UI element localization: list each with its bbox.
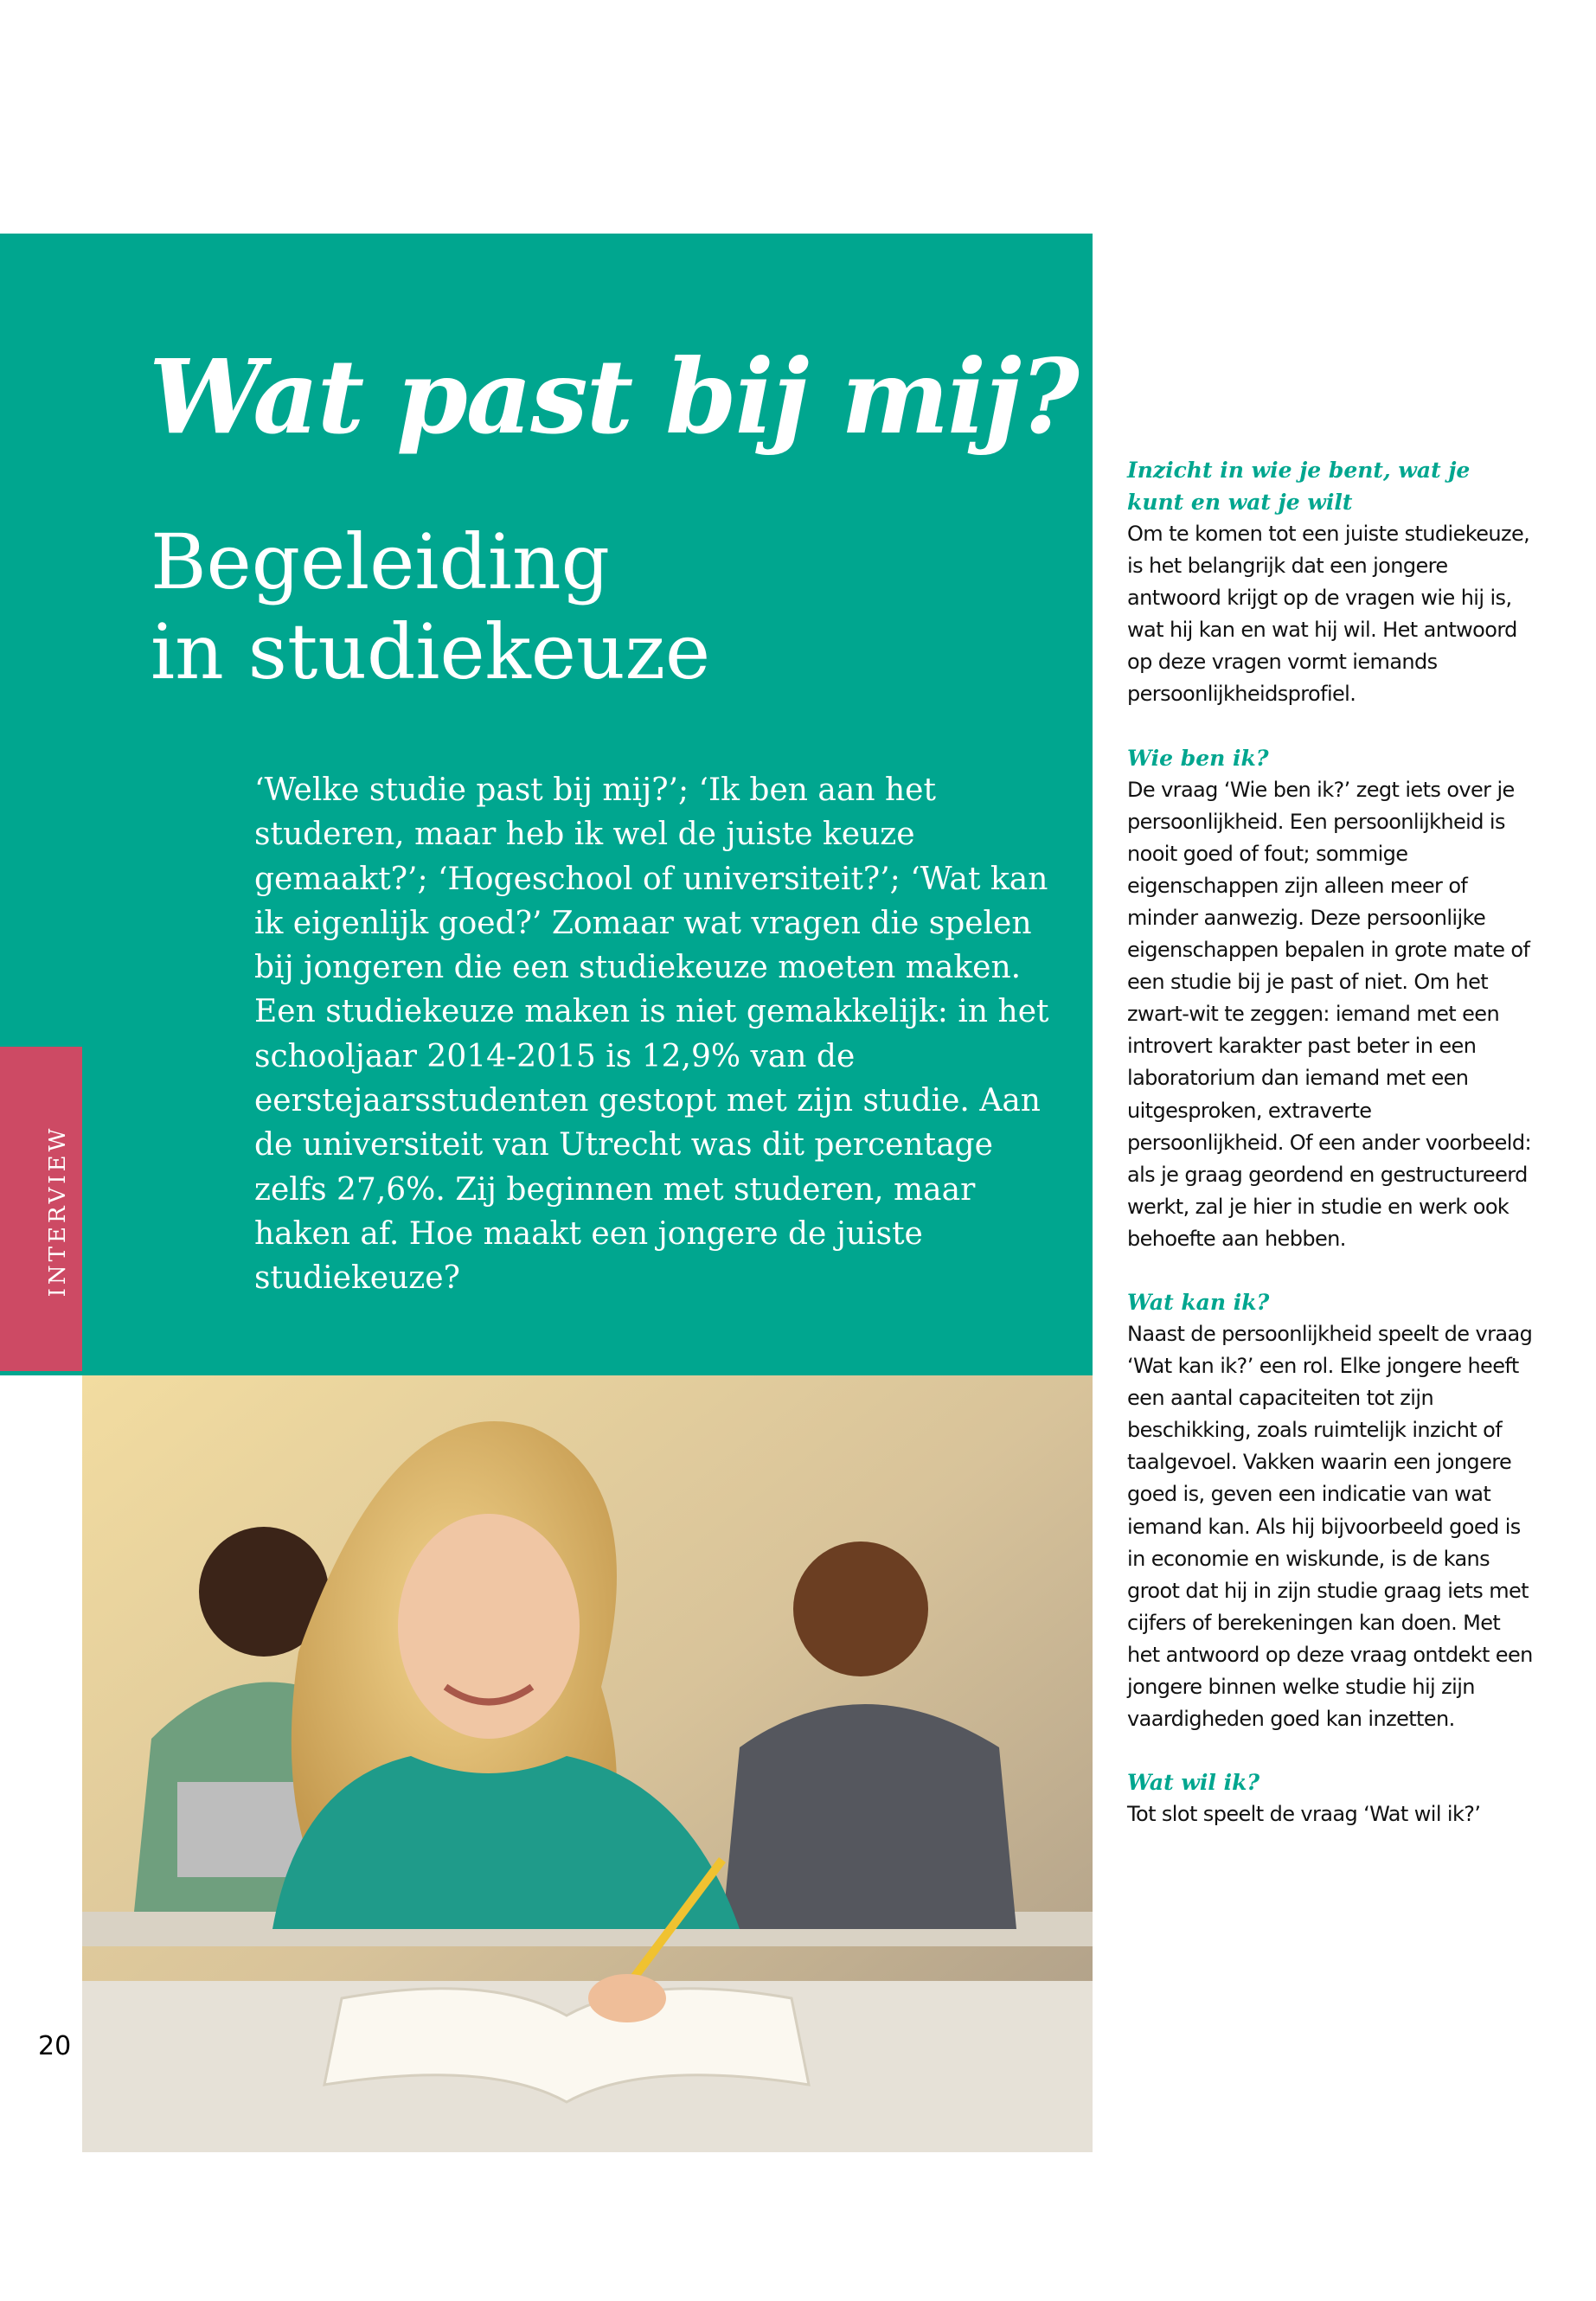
student-hand xyxy=(588,1974,666,2022)
section-heading: Wat kan ik? xyxy=(1127,1289,1270,1315)
sidebar-section xyxy=(1127,454,1534,711)
page-title: Wat past bij mij? xyxy=(149,336,1078,457)
subtitle-line: Begeleiding xyxy=(151,517,611,606)
sidebar-section xyxy=(1127,1286,1534,1735)
section-body: Tot slot speelt de vraag ‘Wat wil ik?’ xyxy=(1127,1802,1481,1827)
section-heading: Inzicht in wie je bent, wat je kunt en wat je wilt xyxy=(1127,458,1471,515)
page-number: 20 xyxy=(38,2031,72,2061)
intro-paragraph: ‘Welke studie past bij mij?’; ‘Ik ben aan het studeren, maar heb ik wel de juiste keuze gemaakt?’; ‘Hogeschool of universiteit?’; ‘Wat kan ik eigenlijk goed?’ Zomaar wat vragen die spelen bij jongeren die een studiekeuze moeten maken. Een studiekeuze maken is niet gemakkelijk: in het schooljaar 2014-2015 is 12,9% van de eerstejaarsstudenten gestopt met zijn studie. Aan de universiteit van Utrecht was dit percentage zelfs 27,6%. Zij beginnen met studeren, maar haken af. Hoe maakt een jongere de juiste studiekeuze? xyxy=(254,772,1049,1297)
sidebar-section xyxy=(1127,1766,1534,1830)
section-heading: Wie ben ik? xyxy=(1127,745,1269,771)
section-tab-label: INTERVIEW xyxy=(45,1125,71,1298)
section-body: De vraag ‘Wie ben ik?’ zegt iets over je persoonlijkheid. Een persoonlijkheid is nooit goed of fout; sommige eigenschappen zijn alleen meer of minder aanwezig. Deze persoonlijke eigenschappen bepalen in grote mate of een studie bij je past of niet. Om het zwart-wit te zeggen: iemand met een introvert karakter past beter in een laboratorium dan iemand met een uitgesproken, extraverte persoonlijkheid. Of een ander voorbeeld: als je graag geordend en gestructureerd werkt, zal je hier in studie en werk ook behoefte aan hebben. xyxy=(1127,777,1531,1251)
sidebar-column xyxy=(1127,454,1534,1862)
section-body: Naast de persoonlijkheid speelt de vraag ‘Wat kan ik?’ een rol. Elke jongere heeft een aantal capaciteiten tot zijn beschikking, zoals ruimtelijk inzicht of taalgevoel. Vakken waarin een jongere goed is, geven een indicatie van wat iemand kan. Als hij bijvoorbeeld goed is in economie en wiskunde, is de kans groot dat hij in zijn studie graag iets met cijfers of berekeningen kan doen. Met het antwoord op deze vraag ontdekt een jongere binnen welke studie hij zijn vaardigheden goed kan inzetten. xyxy=(1127,1321,1533,1732)
section-body: Om te komen tot een juiste studiekeuze, is het belangrijk dat een jongere antwoord krijgt op de vragen wie hij is, wat hij kan en wat hij wil. Het antwoord op deze vragen vormt iemands persoonlijkheidsprofiel. xyxy=(1127,522,1530,707)
subtitle-line: in studiekeuze xyxy=(151,607,711,696)
section-heading: Wat wil ik? xyxy=(1127,1770,1260,1796)
page-subtitle xyxy=(151,517,710,697)
student-photo xyxy=(82,1375,1093,2152)
background-student-right xyxy=(793,1541,928,1676)
sidebar-section xyxy=(1127,742,1534,1255)
